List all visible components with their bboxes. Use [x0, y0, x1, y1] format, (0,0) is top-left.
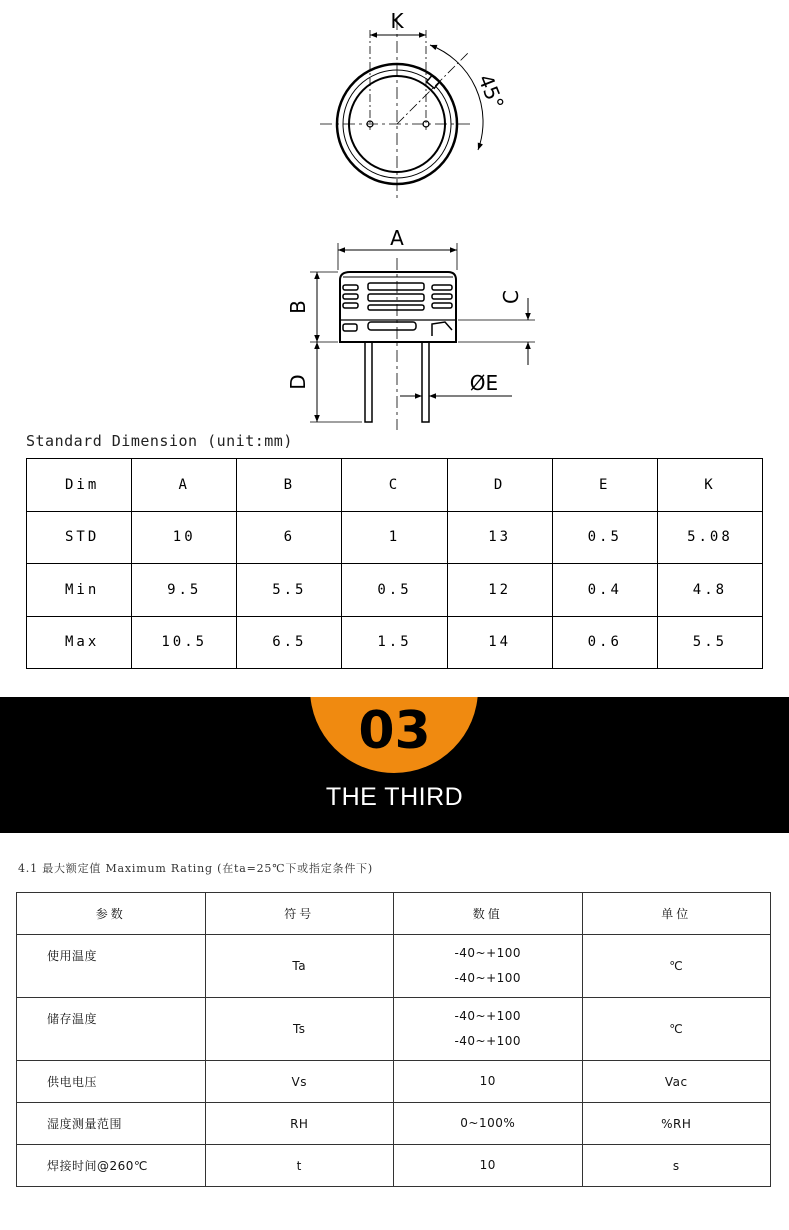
label-d: D [286, 374, 310, 390]
rating-caption: 4.1 最大额定值 Maximum Rating (在ta=25℃下或指定条件下) [18, 862, 374, 875]
dimension-cell: Max [27, 616, 132, 669]
ring-notch [427, 76, 440, 89]
dimension-cell: 6.5 [237, 616, 342, 669]
dimension-cell: 12 [447, 564, 552, 617]
rating-row [17, 998, 771, 1061]
maximum-rating-table [16, 892, 771, 1187]
dimension-cell: 13 [447, 511, 552, 564]
rating-param-cell: 供电电压 [17, 1061, 206, 1103]
sensor-dimension-drawing [0, 0, 789, 430]
dimension-cell: Min [27, 564, 132, 617]
header-symbol: 符号 [205, 893, 394, 935]
dimension-cell: 0.5 [552, 511, 657, 564]
section-number: 03 [358, 701, 431, 761]
section-banner [0, 697, 789, 833]
rating-unit-cell: ℃ [582, 935, 771, 998]
dimension-header-cell: Dim [27, 459, 132, 512]
dimension-header-cell: C [342, 459, 447, 512]
side-view [310, 243, 535, 430]
rating-value-cell [394, 1061, 583, 1103]
pin-right-lead [422, 342, 429, 422]
dimension-cell: 1.5 [342, 616, 447, 669]
rating-value-cell [394, 1145, 583, 1187]
dimension-cell: 0.6 [552, 616, 657, 669]
dimension-cell: 6 [237, 511, 342, 564]
dimension-header-cell: E [552, 459, 657, 512]
dimension-caption: Standard Dimension (unit:mm) [26, 432, 293, 450]
rating-unit-cell: s [582, 1145, 771, 1187]
dimension-table [26, 458, 763, 669]
dimension-header-cell: B [237, 459, 342, 512]
dimension-cell: 0.4 [552, 564, 657, 617]
dimension-cell: 5.08 [657, 511, 762, 564]
dimension-header-cell: D [447, 459, 552, 512]
rating-param-cell: 湿度测量范围 [17, 1103, 206, 1145]
dimension-cell: 9.5 [132, 564, 237, 617]
rating-value-line: 10 [479, 1158, 496, 1172]
label-c: C [499, 290, 523, 304]
dimension-row [27, 564, 763, 617]
dimension-cell: 4.8 [657, 564, 762, 617]
label-e: ØE [469, 371, 499, 395]
rating-value-line: 10 [479, 1074, 496, 1088]
rating-value-line: 0~100% [460, 1116, 516, 1130]
top-view [320, 18, 483, 200]
dimension-header-cell: K [657, 459, 762, 512]
rating-value-cell [394, 1103, 583, 1145]
rating-row [17, 1103, 771, 1145]
rating-value-line: -40~+100 [454, 1009, 522, 1023]
rating-value-line: -40~+100 [454, 946, 522, 960]
label-a: A [390, 226, 404, 250]
pin-left-lead [365, 342, 372, 422]
dimension-cell: 10 [132, 511, 237, 564]
section-title: THE THIRD [325, 783, 464, 811]
rating-unit-cell: Vac [582, 1061, 771, 1103]
label-b: B [286, 300, 310, 314]
rating-param-cell: 储存温度 [17, 998, 206, 1061]
rating-value-line: -40~+100 [454, 1034, 522, 1048]
rating-symbol-cell: RH [205, 1103, 394, 1145]
dimension-cell: 5.5 [237, 564, 342, 617]
rating-row [17, 935, 771, 998]
rating-row [17, 1061, 771, 1103]
vent-slots [343, 283, 452, 336]
header-param: 参数 [17, 893, 206, 935]
dimension-row [27, 616, 763, 669]
header-unit: 单位 [582, 893, 771, 935]
dimension-cell: 14 [447, 616, 552, 669]
rating-symbol-cell: Ts [205, 998, 394, 1061]
rating-unit-cell: ℃ [582, 998, 771, 1061]
rating-param-cell: 焊接时间@260℃ [17, 1145, 206, 1187]
label-k: K [390, 9, 404, 33]
rating-header-row [17, 893, 771, 935]
dimension-cell: STD [27, 511, 132, 564]
rating-row [17, 1145, 771, 1187]
rating-value-line: -40~+100 [454, 971, 522, 985]
rating-param-cell: 使用温度 [17, 935, 206, 998]
dimension-header-cell: A [132, 459, 237, 512]
header-value: 数值 [394, 893, 583, 935]
dimension-row [27, 459, 763, 512]
rating-value-cell [394, 935, 583, 998]
rating-unit-cell: %RH [582, 1103, 771, 1145]
label-45-degrees: 45° [473, 70, 509, 113]
dimension-cell: 5.5 [657, 616, 762, 669]
rating-symbol-cell: t [205, 1145, 394, 1187]
dimension-cell: 1 [342, 511, 447, 564]
rating-value-cell [394, 998, 583, 1061]
dimension-cell: 0.5 [342, 564, 447, 617]
rating-symbol-cell: Ta [205, 935, 394, 998]
dimension-cell: 10.5 [132, 616, 237, 669]
dimension-row [27, 511, 763, 564]
rating-symbol-cell: Vs [205, 1061, 394, 1103]
